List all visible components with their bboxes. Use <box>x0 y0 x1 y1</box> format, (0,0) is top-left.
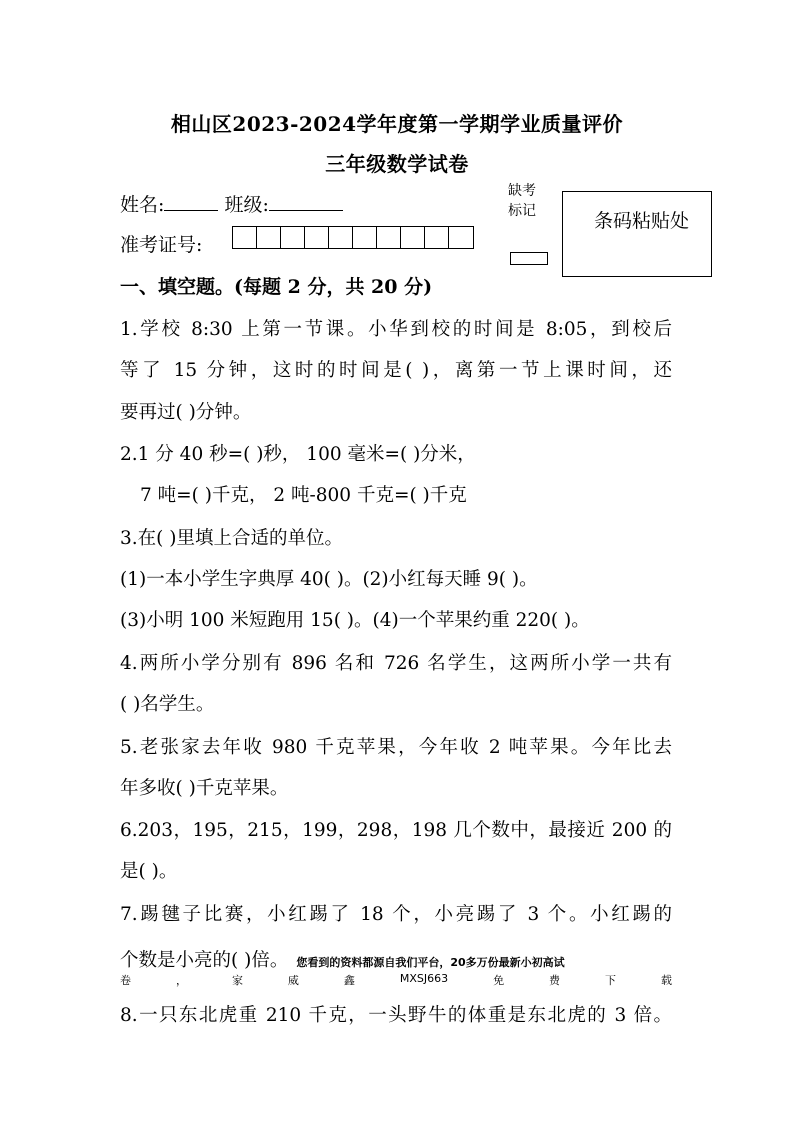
ad-part: 威 <box>287 974 299 987</box>
ad-part: 费 <box>549 974 561 987</box>
ad-text-line-2 <box>120 972 672 988</box>
question-4-line-1: 4.两所小学分别有 896 名和 726 名学生，这两所小学一共有 <box>120 653 672 674</box>
exam-subtitle: 三年级数学试卷 <box>325 152 469 176</box>
name-label: 姓名: <box>120 194 165 216</box>
question-2-line-1: 2.1 分 40 秒=( )秒， 100 毫米=( )分米， <box>120 444 476 465</box>
question-5-line-2: 年多收( )千克苹果。 <box>120 778 289 799</box>
question-8-line-1: 8.一只东北虎重 210 千克，一头野牛的体重是东北虎的 3 倍。 <box>120 1005 672 1026</box>
exam-title: 相山区2023-2024学年度第一学期学业质量评价 <box>170 112 624 136</box>
question-6-line-1: 6.203，195，215，199，298，198 几个数中，最接近 200 的 <box>120 820 672 841</box>
ad-part: 免 <box>493 974 505 987</box>
name-field <box>120 190 343 217</box>
ad-part: 鑫 <box>343 974 355 987</box>
ad-part: 卷 <box>120 974 131 987</box>
exam-id-boxes[interactable] <box>232 226 474 249</box>
barcode-label: 条码粘贴处 <box>594 210 690 232</box>
question-5-line-1: 5.老张家去年收 980 千克苹果，今年收 2 吨苹果。今年比去 <box>120 737 672 758</box>
question-7-text: 个数是小亮的( )倍。 <box>120 950 289 971</box>
ad-part: ， <box>175 974 187 987</box>
question-3-line-1: 3.在( )里填上合适的单位。 <box>120 528 343 549</box>
ad-part: MXSJ663 <box>399 972 449 985</box>
absent-mark-label-1: 缺考 <box>508 183 536 199</box>
class-blank[interactable] <box>269 192 343 211</box>
question-1-line-2: 等了 15 分钟，这时的时间是( )，离第一节上课时间，还 <box>120 360 672 381</box>
section-fill-blank-title: 一、填空题。(每题 2 分，共 20 分) <box>120 276 433 298</box>
ad-part: 家 <box>231 974 243 987</box>
class-label: 班级: <box>224 194 269 216</box>
question-1-line-3: 要再过( )分钟。 <box>120 402 252 423</box>
question-3-line-2: (1)一本小学生字典厚 40( )。(2)小红每天睡 9( )。 <box>120 569 538 590</box>
question-1-line-1: 1.学校 8:30 上第一节课。小华到校的时间是 8:05，到校后 <box>120 319 672 340</box>
barcode-area <box>562 191 712 277</box>
question-3-line-3: (3)小明 100 米短跑用 15( )。(4)一个苹果约重 220( )。 <box>120 610 590 631</box>
name-blank[interactable] <box>164 192 218 211</box>
question-4-line-2: ( )名学生。 <box>120 694 215 715</box>
question-7-line-2 <box>120 946 565 972</box>
question-7-line-1: 7.踢毽子比赛，小红踢了 18 个，小亮踢了 3 个。小红踢的 <box>120 904 672 925</box>
ad-part: 载 <box>660 974 672 987</box>
ad-part: 下 <box>605 974 616 987</box>
absent-mark-box[interactable] <box>510 252 548 265</box>
question-6-line-2: 是( )。 <box>120 861 178 882</box>
absent-mark-label-2: 标记 <box>508 203 536 219</box>
question-2-line-2: 7 吨=( )千克， 2 吨-800 千克=( )千克 <box>140 485 467 506</box>
ad-text-line-1: 您看到的资料都源自我们平台，20多万份最新小初高试 <box>296 956 565 969</box>
exam-id-label: 准考证号: <box>120 234 203 256</box>
